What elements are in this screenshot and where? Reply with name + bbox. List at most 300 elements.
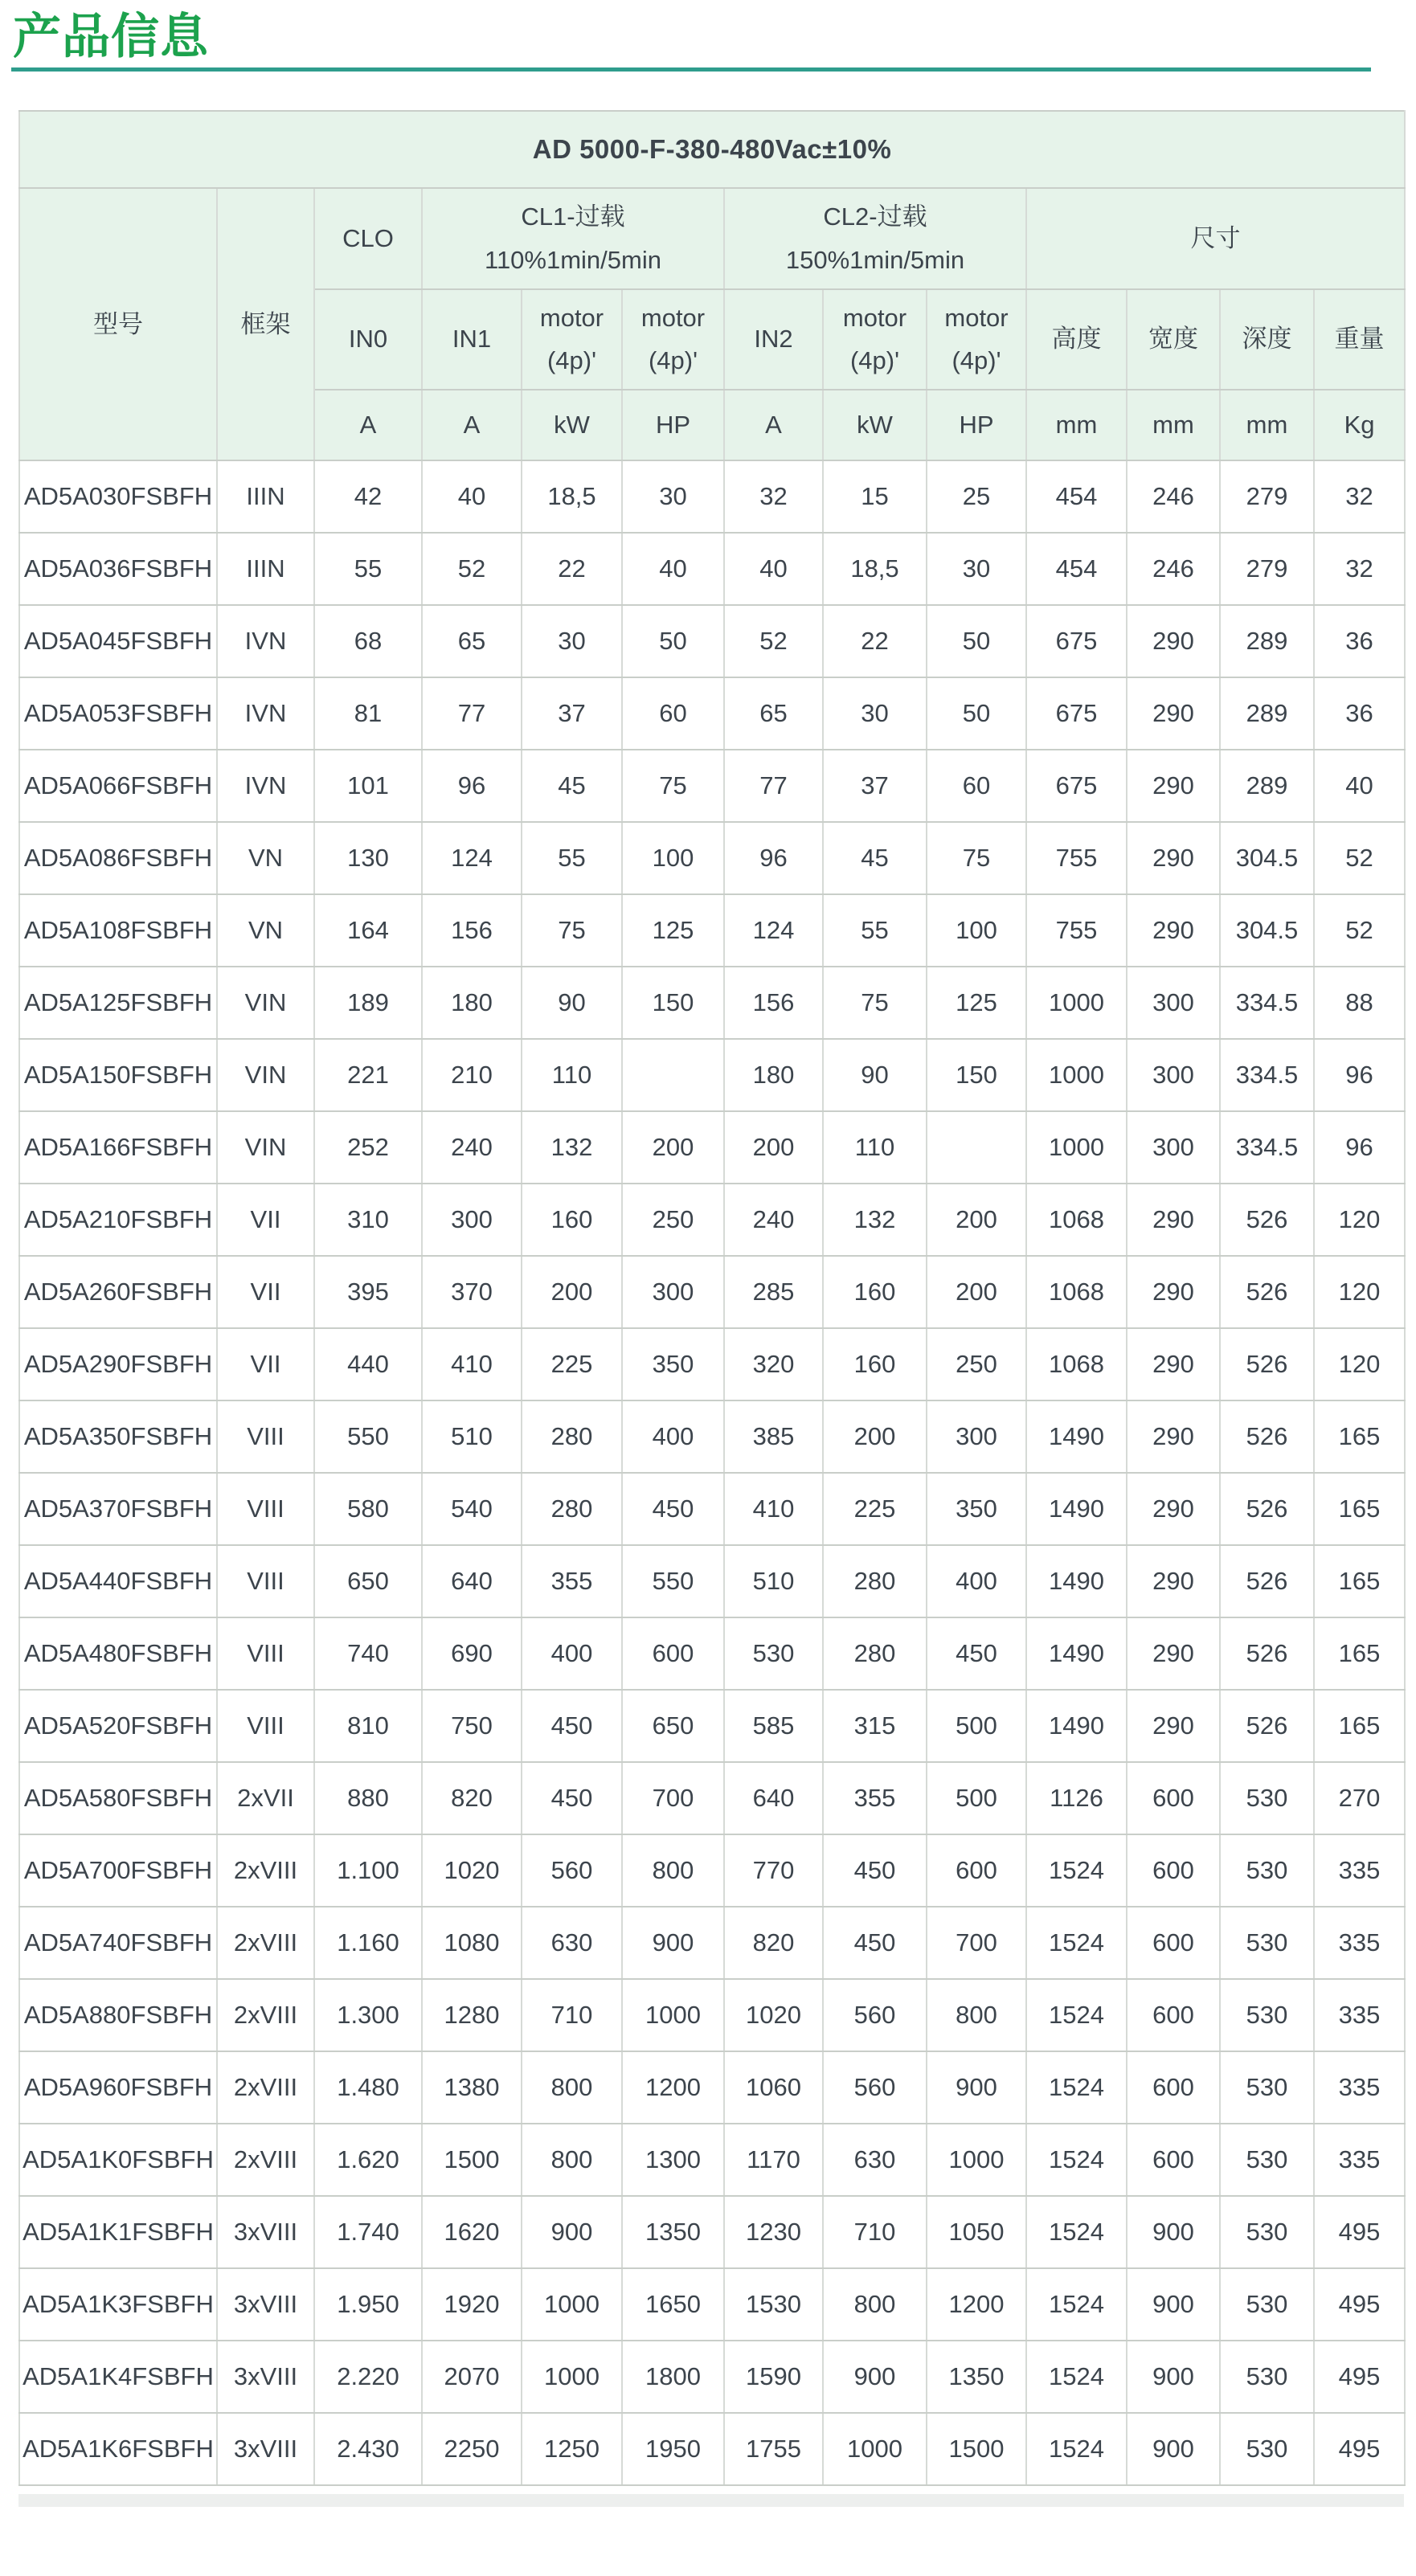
value-cell: 1950 [622, 2413, 724, 2485]
value-cell: 165 [1314, 1617, 1405, 1690]
value-cell: 37 [823, 750, 927, 822]
value-cell: 52 [422, 533, 522, 605]
value-cell: 334.5 [1220, 1111, 1314, 1184]
value-cell: 1.100 [314, 1834, 422, 1907]
value-cell: 156 [422, 894, 522, 967]
value-cell: 88 [1314, 967, 1405, 1039]
value-cell: 120 [1314, 1184, 1405, 1256]
value-cell: 1500 [422, 2124, 522, 2196]
value-cell: 400 [522, 1617, 622, 1690]
value-cell: 770 [724, 1834, 823, 1907]
unit-cell: HP [927, 390, 1026, 460]
value-cell: 650 [314, 1545, 422, 1617]
value-cell: 290 [1127, 1545, 1220, 1617]
model-cell: AD5A086FSBFH [19, 822, 217, 894]
frame-cell: 2xVII [217, 1762, 314, 1834]
value-cell: 1230 [724, 2196, 823, 2268]
value-cell: 30 [622, 460, 724, 533]
subheader-cell-line: (4p)' [849, 346, 900, 374]
value-cell: 100 [622, 822, 724, 894]
value-cell: 530 [1220, 2124, 1314, 2196]
value-cell: 52 [1314, 822, 1405, 894]
value-cell: 900 [927, 2051, 1026, 2124]
value-cell: 300 [622, 1256, 724, 1328]
value-cell: 125 [622, 894, 724, 967]
table-row [19, 1545, 1405, 1617]
value-cell: 1620 [422, 2196, 522, 2268]
group-header [724, 188, 1026, 289]
value-cell: 290 [1127, 1617, 1220, 1690]
value-cell: 240 [724, 1184, 823, 1256]
value-cell: 450 [823, 1907, 927, 1979]
frame-cell: IVN [217, 677, 314, 750]
subheader-cell-line: motor [842, 304, 907, 332]
value-cell: 290 [1127, 1328, 1220, 1400]
frame-cell: VII [217, 1184, 314, 1256]
value-cell: 110 [823, 1111, 927, 1184]
subheader-cell-line: 深度 [1242, 325, 1292, 354]
value-cell: 96 [422, 750, 522, 822]
value-cell: 270 [1314, 1762, 1405, 1834]
value-cell: 225 [522, 1328, 622, 1400]
frame-cell: 2xVIII [217, 1834, 314, 1907]
value-cell: 1524 [1026, 1834, 1127, 1907]
value-cell: 279 [1220, 460, 1314, 533]
value-cell: 40 [1314, 750, 1405, 822]
value-cell: 526 [1220, 1617, 1314, 1690]
value-cell: 1060 [724, 2051, 823, 2124]
value-cell: 1.300 [314, 1979, 422, 2051]
value-cell: 290 [1127, 677, 1220, 750]
value-cell: 32 [1314, 533, 1405, 605]
value-cell: 900 [1127, 2268, 1220, 2341]
value-cell: 495 [1314, 2196, 1405, 2268]
value-cell: 1800 [622, 2341, 724, 2413]
value-cell: 225 [823, 1473, 927, 1545]
table-row [19, 1690, 1405, 1762]
value-cell: 530 [1220, 2341, 1314, 2413]
value-cell: 124 [724, 894, 823, 967]
value-cell: 335 [1314, 1979, 1405, 2051]
value-cell: 800 [622, 1834, 724, 1907]
table-row [19, 1039, 1405, 1111]
value-cell: 675 [1026, 677, 1127, 750]
model-cell: AD5A1K0FSBFH [19, 2124, 217, 2196]
value-cell: 440 [314, 1328, 422, 1400]
value-cell: 221 [314, 1039, 422, 1111]
subheader-cell-line: IN0 [348, 325, 388, 354]
value-cell: 285 [724, 1256, 823, 1328]
table-row [19, 1617, 1405, 1690]
value-cell: 1000 [1026, 1111, 1127, 1184]
value-cell: 30 [927, 533, 1026, 605]
model-cell: AD5A520FSBFH [19, 1690, 217, 1762]
value-cell: 290 [1127, 894, 1220, 967]
model-cell: AD5A036FSBFH [19, 533, 217, 605]
model-cell: AD5A030FSBFH [19, 460, 217, 533]
value-cell: 22 [823, 605, 927, 677]
value-cell: 370 [422, 1256, 522, 1328]
value-cell: 820 [422, 1762, 522, 1834]
value-cell: 290 [1127, 1256, 1220, 1328]
value-cell: 510 [422, 1400, 522, 1473]
value-cell: 1280 [422, 1979, 522, 2051]
value-cell: 1.480 [314, 2051, 422, 2124]
value-cell: 530 [724, 1617, 823, 1690]
subheader-cell-line: IN1 [452, 325, 492, 354]
value-cell: 1068 [1026, 1328, 1127, 1400]
value-cell: 1350 [622, 2196, 724, 2268]
value-cell: 290 [1127, 1400, 1220, 1473]
value-cell: 800 [823, 2268, 927, 2341]
value-cell: 18,5 [823, 533, 927, 605]
value-cell: 600 [1127, 1762, 1220, 1834]
value-cell: 395 [314, 1256, 422, 1328]
value-cell: 600 [1127, 1979, 1220, 2051]
value-cell: 300 [422, 1184, 522, 1256]
value-cell: 290 [1127, 822, 1220, 894]
value-cell: 310 [314, 1184, 422, 1256]
value-cell: 900 [823, 2341, 927, 2413]
frame-cell: 2xVIII [217, 1979, 314, 2051]
value-cell: 495 [1314, 2413, 1405, 2485]
model-cell: AD5A210FSBFH [19, 1184, 217, 1256]
value-cell: 160 [522, 1184, 622, 1256]
value-cell: 50 [927, 605, 1026, 677]
value-cell: 37 [522, 677, 622, 750]
value-cell: 530 [1220, 1834, 1314, 1907]
value-cell: 52 [1314, 894, 1405, 967]
value-cell: 1000 [1026, 967, 1127, 1039]
value-cell: 1490 [1026, 1617, 1127, 1690]
value-cell: 1490 [1026, 1690, 1127, 1762]
value-cell: 60 [927, 750, 1026, 822]
table-row [19, 1111, 1405, 1184]
value-cell: 710 [823, 2196, 927, 2268]
table-row [19, 894, 1405, 967]
value-cell: 335 [1314, 1907, 1405, 1979]
value-cell: 675 [1026, 605, 1127, 677]
value-cell: 2.430 [314, 2413, 422, 2485]
value-cell: 700 [622, 1762, 724, 1834]
model-cell: AD5A370FSBFH [19, 1473, 217, 1545]
frame-cell: VIII [217, 1400, 314, 1473]
value-cell: 1000 [622, 1979, 724, 2051]
value-cell: 130 [314, 822, 422, 894]
value-cell: 300 [1127, 967, 1220, 1039]
value-cell: 540 [422, 1473, 522, 1545]
frame-cell: 3xVIII [217, 2196, 314, 2268]
value-cell: 300 [927, 1400, 1026, 1473]
subheader-cell [1026, 289, 1127, 390]
value-cell: 600 [622, 1617, 724, 1690]
value-cell: 40 [724, 533, 823, 605]
value-cell: 160 [823, 1328, 927, 1400]
table-title: AD 5000-F-380-480Vac±10% [19, 111, 1405, 188]
value-cell: 125 [927, 967, 1026, 1039]
value-cell: 55 [314, 533, 422, 605]
subheader-cell-line: 重量 [1334, 325, 1385, 354]
value-cell: 65 [422, 605, 522, 677]
model-cell: AD5A108FSBFH [19, 894, 217, 967]
subheader-cell-line: 宽度 [1148, 325, 1198, 354]
value-cell: 289 [1220, 750, 1314, 822]
value-cell: 1200 [622, 2051, 724, 2124]
value-cell [622, 1039, 724, 1111]
value-cell: 1524 [1026, 2196, 1127, 2268]
value-cell: 65 [724, 677, 823, 750]
value-cell: 385 [724, 1400, 823, 1473]
value-cell: 180 [422, 967, 522, 1039]
value-cell: 1200 [927, 2268, 1026, 2341]
table-row [19, 1834, 1405, 1907]
subheader-cell [1314, 289, 1405, 390]
value-cell: 132 [522, 1111, 622, 1184]
value-cell: 1650 [622, 2268, 724, 2341]
model-cell: AD5A480FSBFH [19, 1617, 217, 1690]
value-cell: 530 [1220, 1907, 1314, 1979]
subheader-cell [1127, 289, 1220, 390]
value-cell: 120 [1314, 1328, 1405, 1400]
value-cell: 560 [522, 1834, 622, 1907]
frame-cell: VIN [217, 967, 314, 1039]
value-cell: 1050 [927, 2196, 1026, 2268]
value-cell: 1500 [927, 2413, 1026, 2485]
value-cell: 246 [1127, 460, 1220, 533]
value-cell: 1020 [724, 1979, 823, 2051]
group-header-line: 110%1min/5min [485, 246, 661, 275]
value-cell [927, 1111, 1026, 1184]
value-cell: 124 [422, 822, 522, 894]
value-cell: 101 [314, 750, 422, 822]
frame-cell: IVN [217, 750, 314, 822]
subheader-cell-line: (4p)' [648, 346, 698, 374]
value-cell: 1380 [422, 2051, 522, 2124]
value-cell: 710 [522, 1979, 622, 2051]
value-cell: 289 [1220, 605, 1314, 677]
value-cell: 1.160 [314, 1907, 422, 1979]
value-cell: 250 [622, 1184, 724, 1256]
value-cell: 410 [422, 1328, 522, 1400]
value-cell: 900 [622, 1907, 724, 1979]
value-cell: 526 [1220, 1256, 1314, 1328]
subheader-cell [823, 289, 927, 390]
value-cell: 560 [823, 2051, 927, 2124]
value-cell: 289 [1220, 677, 1314, 750]
value-cell: 400 [622, 1400, 724, 1473]
value-cell: 75 [622, 750, 724, 822]
value-cell: 280 [522, 1473, 622, 1545]
value-cell: 1.740 [314, 2196, 422, 2268]
model-cell: AD5A260FSBFH [19, 1256, 217, 1328]
table-row [19, 2268, 1405, 2341]
value-cell: 526 [1220, 1545, 1314, 1617]
value-cell: 68 [314, 605, 422, 677]
value-cell: 1350 [927, 2341, 1026, 2413]
value-cell: 1490 [1026, 1545, 1127, 1617]
value-cell: 630 [823, 2124, 927, 2196]
value-cell: 96 [1314, 1039, 1405, 1111]
frame-cell: VII [217, 1328, 314, 1400]
value-cell: 600 [1127, 1834, 1220, 1907]
value-cell: 335 [1314, 2124, 1405, 2196]
value-cell: 550 [622, 1545, 724, 1617]
value-cell: 200 [522, 1256, 622, 1328]
value-cell: 160 [823, 1256, 927, 1328]
group-header-line: 150%1min/5min [785, 246, 965, 275]
model-cell: AD5A053FSBFH [19, 677, 217, 750]
value-cell: 1170 [724, 2124, 823, 2196]
subheader-cell-line: motor [640, 304, 706, 332]
subheader-cell [522, 289, 622, 390]
value-cell: 279 [1220, 533, 1314, 605]
value-cell: 110 [522, 1039, 622, 1111]
title-underline [11, 67, 1371, 72]
value-cell: 1590 [724, 2341, 823, 2413]
model-cell: AD5A960FSBFH [19, 2051, 217, 2124]
value-cell: 450 [522, 1762, 622, 1834]
value-cell: 530 [1220, 2413, 1314, 2485]
unit-cell: A [314, 390, 422, 460]
value-cell: 25 [927, 460, 1026, 533]
value-cell: 40 [622, 533, 724, 605]
value-cell: 96 [724, 822, 823, 894]
value-cell: 1490 [1026, 1473, 1127, 1545]
unit-cell: mm [1220, 390, 1314, 460]
value-cell: 1524 [1026, 2341, 1127, 2413]
value-cell: 530 [1220, 2051, 1314, 2124]
value-cell: 45 [522, 750, 622, 822]
frame-cell: VIII [217, 1690, 314, 1762]
subheader-cell-line: motor [539, 304, 604, 332]
model-cell: AD5A150FSBFH [19, 1039, 217, 1111]
value-cell: 280 [823, 1545, 927, 1617]
value-cell: 600 [1127, 2051, 1220, 2124]
group-header [422, 188, 724, 289]
table-row [19, 822, 1405, 894]
value-cell: 700 [927, 1907, 1026, 1979]
table-title-row [19, 111, 1405, 188]
value-cell: 640 [724, 1762, 823, 1834]
table-row [19, 677, 1405, 750]
value-cell: 290 [1127, 1690, 1220, 1762]
subheader-cell [622, 289, 724, 390]
value-cell: 500 [927, 1762, 1026, 1834]
subheader-cell [724, 289, 823, 390]
value-cell: 2.220 [314, 2341, 422, 2413]
table-row [19, 1256, 1405, 1328]
value-cell: 32 [1314, 460, 1405, 533]
frame-cell: 3xVIII [217, 2341, 314, 2413]
value-cell: 1000 [1026, 1039, 1127, 1111]
value-cell: 630 [522, 1907, 622, 1979]
value-cell: 45 [823, 822, 927, 894]
value-cell: 132 [823, 1184, 927, 1256]
value-cell: 900 [522, 2196, 622, 2268]
frame-column-header: 框架 [217, 188, 314, 460]
model-cell: AD5A1K1FSBFH [19, 2196, 217, 2268]
unit-cell: Kg [1314, 390, 1405, 460]
value-cell: 30 [823, 677, 927, 750]
frame-cell: IIIN [217, 460, 314, 533]
value-cell: 290 [1127, 750, 1220, 822]
model-column-header: 型号 [19, 188, 217, 460]
value-cell: 550 [314, 1400, 422, 1473]
unit-cell: HP [622, 390, 724, 460]
value-cell: 90 [522, 967, 622, 1039]
value-cell: 1068 [1026, 1184, 1127, 1256]
model-cell: AD5A740FSBFH [19, 1907, 217, 1979]
value-cell: 526 [1220, 1473, 1314, 1545]
value-cell: 1524 [1026, 2051, 1127, 2124]
value-cell: 1080 [422, 1907, 522, 1979]
value-cell: 880 [314, 1762, 422, 1834]
frame-cell: VIII [217, 1617, 314, 1690]
value-cell: 1524 [1026, 1907, 1127, 1979]
value-cell: 600 [1127, 2124, 1220, 2196]
table-row [19, 533, 1405, 605]
value-cell: 530 [1220, 2196, 1314, 2268]
table-row [19, 967, 1405, 1039]
page-title: 产品信息 [13, 10, 209, 63]
value-cell: 650 [622, 1690, 724, 1762]
value-cell: 1020 [422, 1834, 522, 1907]
model-cell: AD5A166FSBFH [19, 1111, 217, 1184]
frame-cell: 2xVIII [217, 2051, 314, 2124]
group-header-line: CL2-过载 [823, 202, 927, 231]
value-cell: 75 [522, 894, 622, 967]
value-cell: 810 [314, 1690, 422, 1762]
group-header-line: CL1-过载 [521, 202, 625, 231]
table-header [19, 111, 1405, 460]
value-cell: 450 [927, 1617, 1026, 1690]
unit-cell: kW [522, 390, 622, 460]
model-cell: AD5A880FSBFH [19, 1979, 217, 2051]
value-cell: 36 [1314, 605, 1405, 677]
value-cell: 335 [1314, 1834, 1405, 1907]
group-header [1026, 188, 1405, 289]
value-cell: 280 [522, 1400, 622, 1473]
value-cell: 165 [1314, 1545, 1405, 1617]
table-row [19, 1907, 1405, 1979]
value-cell: 600 [927, 1834, 1026, 1907]
value-cell: 55 [522, 822, 622, 894]
table-row [19, 1979, 1405, 2051]
value-cell: 526 [1220, 1400, 1314, 1473]
value-cell: 280 [823, 1617, 927, 1690]
value-cell: 1000 [522, 2268, 622, 2341]
value-cell: 36 [1314, 677, 1405, 750]
value-cell: 50 [927, 677, 1026, 750]
model-cell: AD5A1K3FSBFH [19, 2268, 217, 2341]
value-cell: 42 [314, 460, 422, 533]
value-cell: 600 [1127, 1907, 1220, 1979]
value-cell: 156 [724, 967, 823, 1039]
value-cell: 1.950 [314, 2268, 422, 2341]
model-cell: AD5A066FSBFH [19, 750, 217, 822]
value-cell: 495 [1314, 2268, 1405, 2341]
value-cell: 252 [314, 1111, 422, 1184]
value-cell: 290 [1127, 605, 1220, 677]
group-header-line: CLO [342, 224, 394, 253]
value-cell: 1530 [724, 2268, 823, 2341]
value-cell: 200 [724, 1111, 823, 1184]
table-row [19, 2051, 1405, 2124]
value-cell: 400 [927, 1545, 1026, 1617]
model-cell: AD5A700FSBFH [19, 1834, 217, 1907]
value-cell: 334.5 [1220, 967, 1314, 1039]
value-cell: 120 [1314, 1256, 1405, 1328]
